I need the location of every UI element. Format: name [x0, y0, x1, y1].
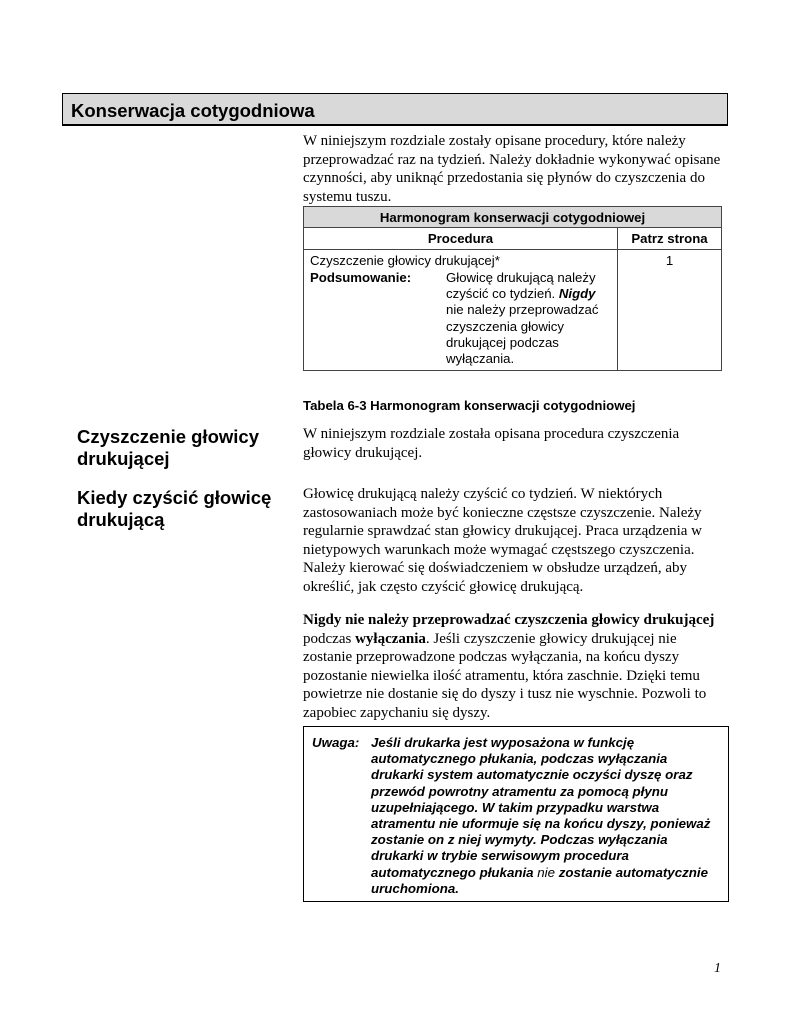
- procedure-summary: [310, 270, 611, 367]
- schedule-table: [303, 206, 722, 371]
- table-title: Harmonogram konserwacji cotygodniowej: [304, 207, 722, 228]
- page-number: 1: [714, 961, 721, 976]
- page-reference-cell: 1: [618, 250, 722, 371]
- column-header-page: Patrz strona: [618, 228, 722, 250]
- heading-when-to-clean: Kiedy czyścić głowicę drukującą: [77, 487, 272, 530]
- when-paragraph-2: Nigdy nie należy przeprowadzać czyszczenia głowicy drukującej podczas wyłączania. Jeśli czyszczenie głowicy drukującej nie zostanie przeprowadzone podczas wyłączania, na końcu dyszy pozostanie niewielka ilość atramentu, która zaschnie. Dzięki temu powietrze nie dostanie się do dyszy i tusz nie wyschnie. Pozwoli to zapobiec zapychaniu się dyszy.: [303, 612, 715, 721]
- procedure-cell: [304, 250, 618, 371]
- intro-paragraph: W niniejszym rozdziale zostały opisane procedury, które należy przeprowadzać raz na tydzień. Należy dokładnie wykonywać opisane czynności, aby uniknąć przedostania się płynów do czyszczenia do systemu tuszu.: [303, 133, 721, 205]
- note-text: Jeśli drukarka jest wyposażona w funkcję automatycznego płukania, podczas wyłączania drukarki system automatycznie oczyści dyszę oraz przewód powrotny atramentu za pomocą płynu uzupełniającego. W takim przypadku warstwa atramentu nie uformuje się na końcu dyszy, ponieważ zostanie on z niej wymyty. Podczas wyłączania drukarki w trybie serwisowym procedura automatycznego płukania nie zostanie automatycznie uruchomiona.: [371, 735, 711, 896]
- summary-text: Głowicę drukującą należy czyścić co tydzień. Nigdy nie należy przeprowadzać czyszczenia głowicy drukującej podczas wyłączania.: [446, 270, 599, 367]
- table-row: [304, 250, 722, 371]
- cleaning-paragraph: W niniejszym rozdziale została opisana procedura czyszczenia głowicy drukującej.: [303, 426, 680, 461]
- note-box: [303, 726, 729, 902]
- note-label: Uwaga:: [312, 735, 360, 750]
- when-paragraph-1: Głowicę drukującą należy czyścić co tydzień. W niektórych zastosowaniach może być konieczne częstsze czyszczenie. Należy regularnie sprawdzać stan głowicy drukującej. Praca urządzenia w nietypowych warunkach może wymagać częstszego czyszczenia. Należy kierować się doświadczeniem w obsłudze urządzeń, aby określić, jak często czyścić głowicę drukującą.: [303, 486, 702, 595]
- column-header-procedure: Procedura: [304, 228, 618, 250]
- summary-label: Podsumowanie:: [310, 270, 412, 285]
- summary-emphasis: Nigdy: [558, 286, 596, 302]
- section-title: Konserwacja cotygodniowa: [71, 100, 315, 121]
- heading-cleaning: Czyszczenie głowicy drukującej: [77, 426, 259, 469]
- section-header: [62, 93, 728, 126]
- table-caption: Tabela 6-3 Harmonogram konserwacji cotygodniowej: [303, 398, 636, 413]
- procedure-name: Czyszczenie głowicy drukującej*: [310, 253, 500, 268]
